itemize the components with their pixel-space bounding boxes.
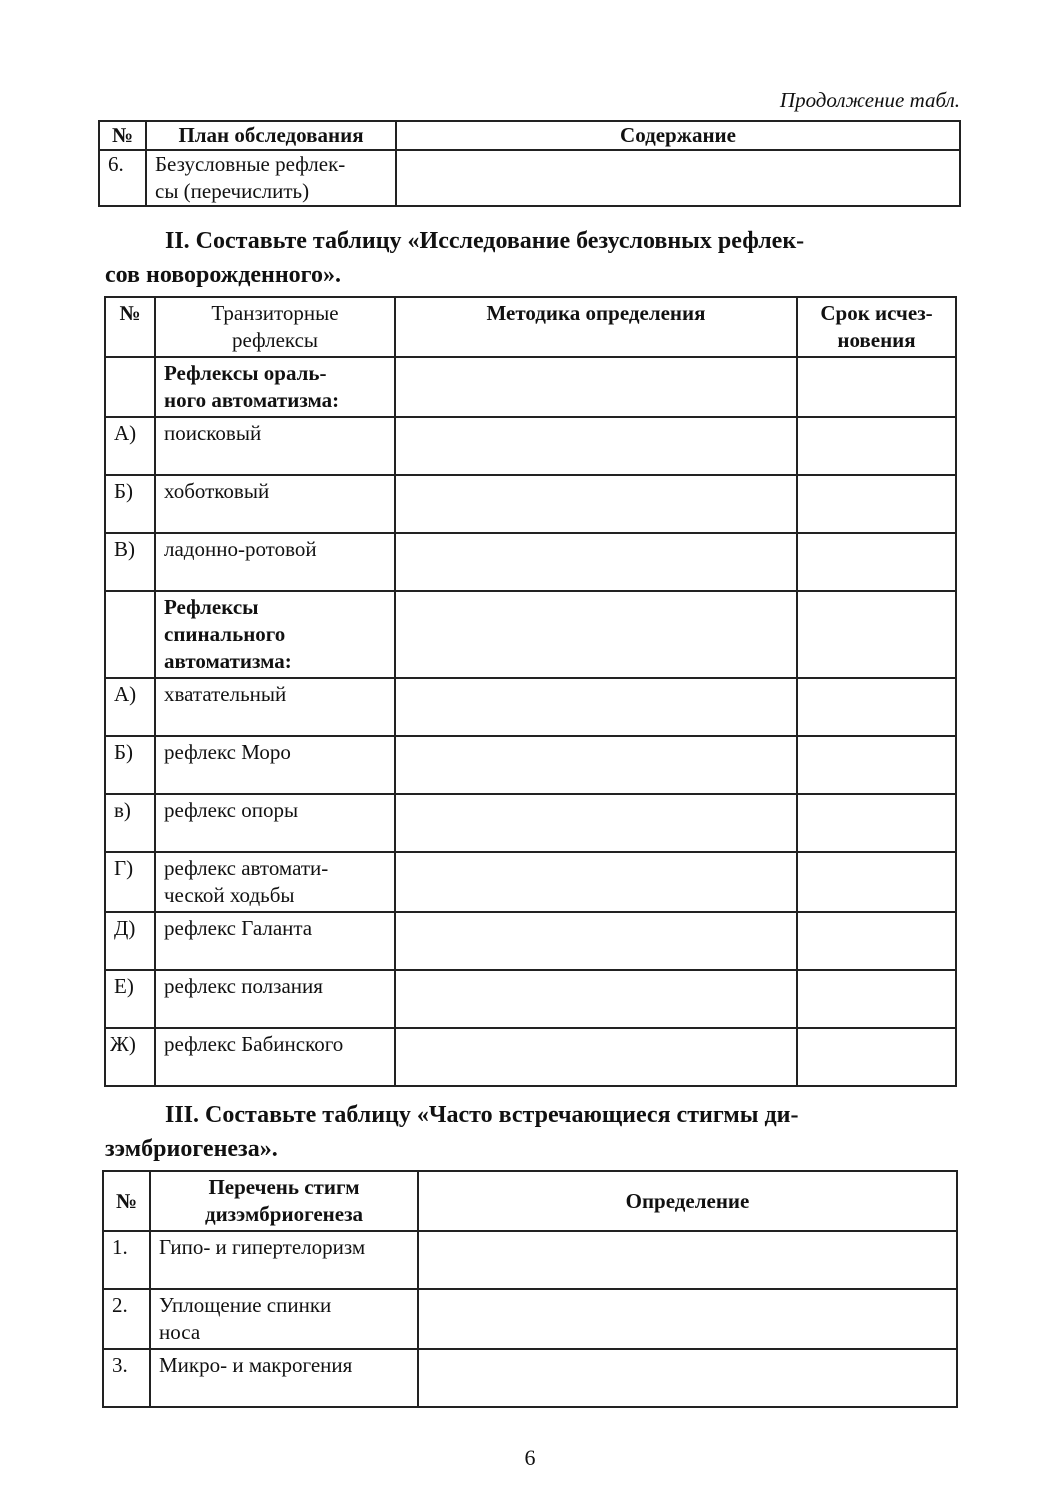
header-definition: Определение: [418, 1171, 957, 1231]
page-number: 6: [524, 1445, 536, 1470]
table-row: [105, 794, 956, 852]
group-row-oral: [105, 357, 956, 417]
row-number: Б): [105, 736, 155, 794]
table-row: [103, 1349, 957, 1407]
row-number: В): [105, 533, 155, 591]
row-reflex: [155, 852, 395, 912]
row-reflex: рефлекс Галанта: [155, 912, 395, 970]
table-row: [105, 475, 956, 533]
reflexes-table: [104, 296, 957, 1087]
method-cell[interactable]: [395, 475, 797, 533]
definition-cell[interactable]: [418, 1231, 957, 1289]
table-row: [105, 533, 956, 591]
term-cell[interactable]: [797, 852, 956, 912]
row-reflex-line2: ческой ходьбы: [164, 883, 295, 907]
header-content: Содержание: [396, 121, 960, 150]
row-content-cell[interactable]: [396, 150, 960, 206]
row-number: Ж): [105, 1028, 155, 1086]
header-term-line2: новения: [837, 328, 916, 352]
row-number: 1.: [103, 1231, 150, 1289]
method-cell[interactable]: [395, 1028, 797, 1086]
header-plan: План обследования: [146, 121, 396, 150]
term-cell[interactable]: [797, 912, 956, 970]
table-header-row: [103, 1171, 957, 1231]
row-number: в): [105, 794, 155, 852]
table-row: [105, 417, 956, 475]
term-cell[interactable]: [797, 357, 956, 417]
row-stigma: Микро- и макрогения: [150, 1349, 418, 1407]
table-header-row: [99, 121, 960, 150]
term-cell[interactable]: [797, 794, 956, 852]
term-cell[interactable]: [797, 533, 956, 591]
header-reflexes: [155, 297, 395, 357]
term-cell[interactable]: [797, 475, 956, 533]
row-reflex-line1: рефлекс автомати-: [164, 856, 329, 880]
table-row: [103, 1289, 957, 1349]
header-method: Методика определения: [395, 297, 797, 357]
method-cell[interactable]: [395, 912, 797, 970]
section-2-heading-line1: II. Составьте таблицу «Исследование безусловных рефлек-: [165, 228, 805, 254]
table-row: [105, 678, 956, 736]
row-number: 6.: [99, 150, 146, 206]
section-3-heading: [105, 1098, 957, 1166]
method-cell[interactable]: [395, 357, 797, 417]
row-reflex: поисковый: [155, 417, 395, 475]
group-oral-line1: Рефлексы ораль-: [164, 361, 327, 385]
row-reflex: рефлекс Моро: [155, 736, 395, 794]
definition-cell[interactable]: [418, 1289, 957, 1349]
group-oral-label: [155, 357, 395, 417]
method-cell[interactable]: [395, 736, 797, 794]
header-reflexes-line1: Транзиторные: [211, 301, 339, 325]
header-number: №: [103, 1171, 150, 1231]
row-number: Г): [105, 852, 155, 912]
row-number: 3.: [103, 1349, 150, 1407]
table-header-row: [105, 297, 956, 357]
row-number: 2.: [103, 1289, 150, 1349]
definition-cell[interactable]: [418, 1349, 957, 1407]
row-plan-line2: сы (перечислить): [155, 179, 310, 203]
group-spinal-line2: спинального: [164, 622, 286, 646]
method-cell[interactable]: [395, 794, 797, 852]
table-row: [105, 1028, 956, 1086]
row-number: А): [105, 417, 155, 475]
row-number: Е): [105, 970, 155, 1028]
header-reflexes-line2: рефлексы: [231, 328, 319, 352]
table-row: [105, 736, 956, 794]
section-3-heading-line2: зэмбриогенеза».: [105, 1136, 278, 1162]
term-cell[interactable]: [797, 736, 956, 794]
table-continuation-caption: Продолжение табл.: [779, 88, 960, 112]
method-cell[interactable]: [395, 417, 797, 475]
header-stigmas-line2: дизэмбриогенеза: [204, 1202, 364, 1226]
method-cell[interactable]: [395, 591, 797, 678]
term-cell[interactable]: [797, 678, 956, 736]
header-term: [797, 297, 956, 357]
row-number: Б): [105, 475, 155, 533]
stigmas-table: [102, 1170, 958, 1408]
row-stigma-line1: Уплощение спинки: [159, 1293, 332, 1317]
method-cell[interactable]: [395, 678, 797, 736]
header-number: №: [105, 297, 155, 357]
header-stigmas: [150, 1171, 418, 1231]
row-plan: [146, 150, 396, 206]
term-cell[interactable]: [797, 1028, 956, 1086]
row-stigma-line2: носа: [159, 1320, 201, 1344]
header-stigmas-line1: Перечень стигм: [208, 1175, 360, 1199]
table-row: [105, 852, 956, 912]
group-row-spinal: [105, 591, 956, 678]
term-cell[interactable]: [797, 970, 956, 1028]
examination-plan-table: [98, 120, 961, 207]
row-reflex: ладонно-ротовой: [155, 533, 395, 591]
table-row: [105, 912, 956, 970]
header-term-line1: Срок исчез-: [820, 301, 933, 325]
group-spinal-line3: автоматизма:: [164, 649, 292, 673]
term-cell[interactable]: [797, 417, 956, 475]
section-2-heading-line2: сов новорожденного».: [105, 262, 341, 288]
table-row: [103, 1231, 957, 1289]
row-number: Д): [105, 912, 155, 970]
method-cell[interactable]: [395, 533, 797, 591]
row-stigma: [150, 1289, 418, 1349]
method-cell[interactable]: [395, 970, 797, 1028]
table-row: [99, 150, 960, 206]
row-reflex: хватательный: [155, 678, 395, 736]
row-number: А): [105, 678, 155, 736]
row-reflex: рефлекс Бабинского: [155, 1028, 395, 1086]
section-3-heading-line1: III. Составьте таблицу «Часто встречающиеся стигмы ди-: [165, 1102, 799, 1128]
group-spinal-label: [155, 591, 395, 678]
table-row: [105, 970, 956, 1028]
row-reflex: рефлекс ползания: [155, 970, 395, 1028]
group-spinal-line1: Рефлексы: [164, 595, 259, 619]
term-cell[interactable]: [797, 591, 956, 678]
group-oral-line2: ного автоматизма:: [164, 388, 340, 412]
row-reflex: рефлекс опоры: [155, 794, 395, 852]
header-number: №: [99, 121, 146, 150]
row-plan-line1: Безусловные рефлек-: [155, 152, 346, 176]
row-stigma: Гипо- и гипертелоризм: [150, 1231, 418, 1289]
section-2-heading: [105, 224, 957, 292]
method-cell[interactable]: [395, 852, 797, 912]
row-reflex: хоботковый: [155, 475, 395, 533]
